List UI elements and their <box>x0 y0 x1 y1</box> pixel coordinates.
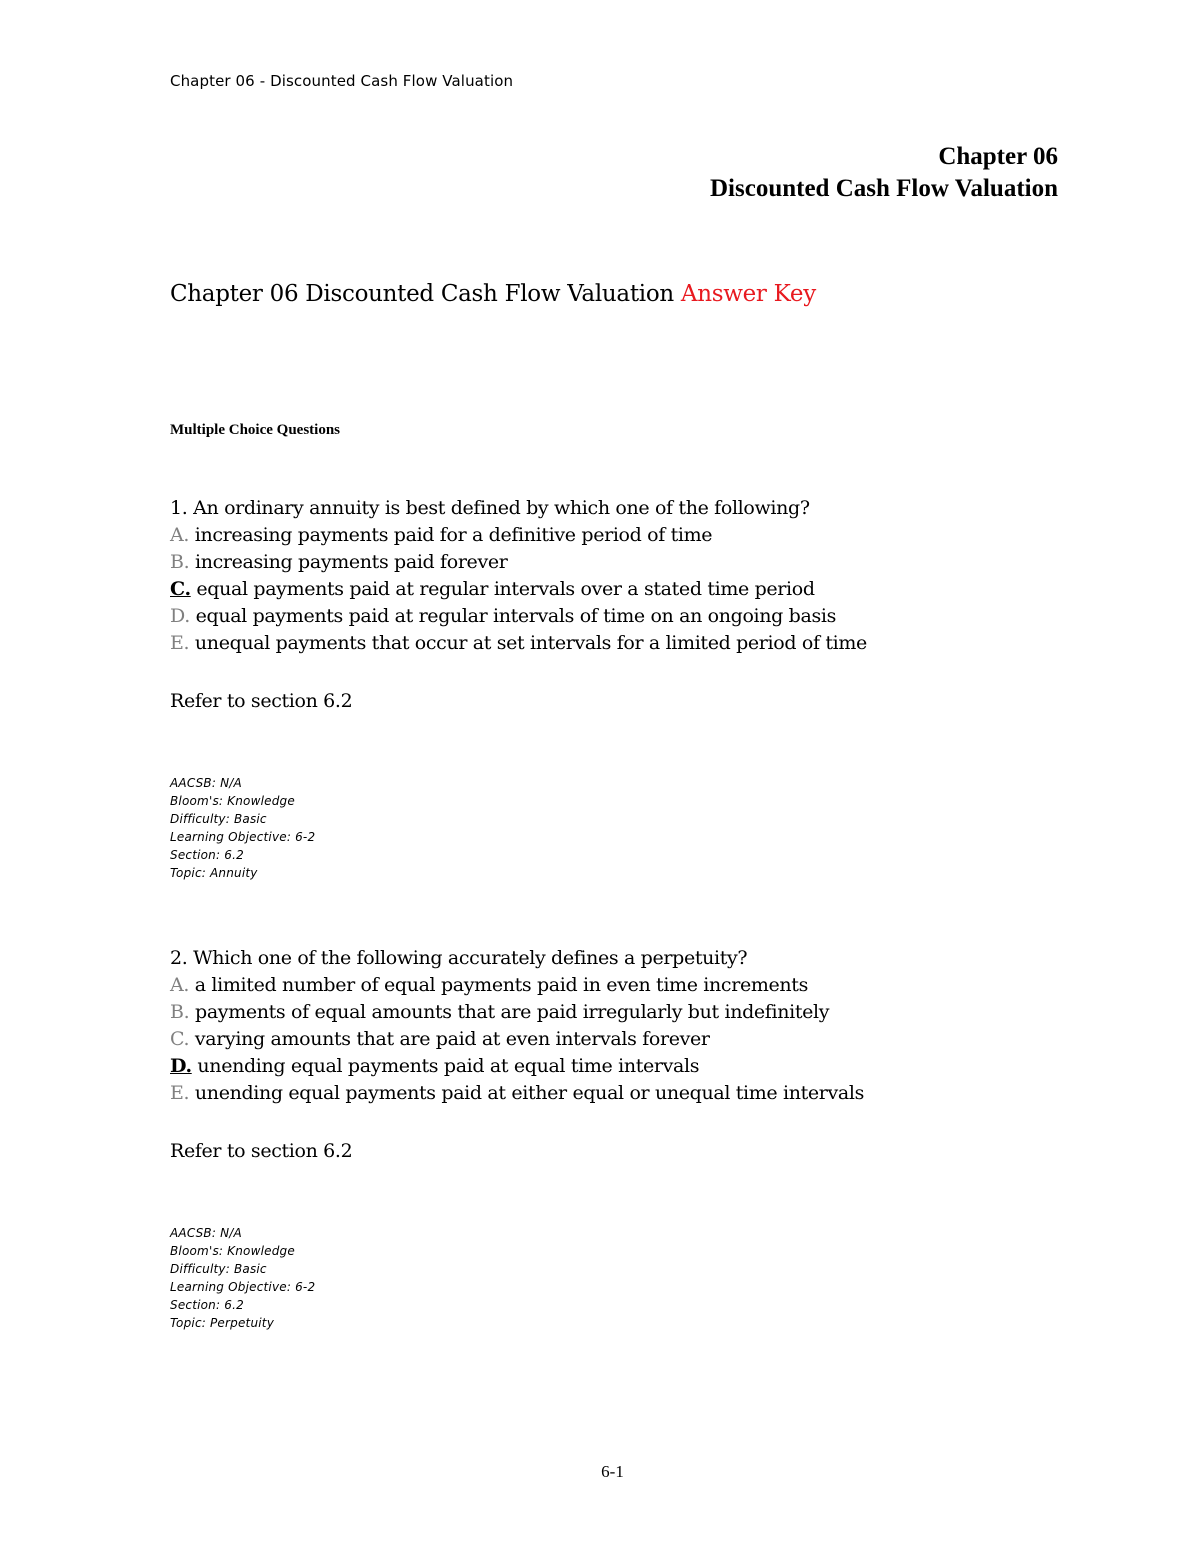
question-stem: 1. An ordinary annuity is best defined by which one of the following? <box>170 497 810 519</box>
chapter-title-line-2: Discounted Cash Flow Valuation <box>710 175 1058 202</box>
correct-option-letter: C. <box>170 578 191 600</box>
meta-aacsb: AACSB: N/A <box>170 776 242 790</box>
answer-key-label: Answer Key <box>680 281 816 307</box>
meta-topic: Topic: Annuity <box>170 866 258 880</box>
option-letter: D. <box>170 605 190 627</box>
meta-section: Section: 6.2 <box>170 1298 244 1312</box>
meta-objective: Learning Objective: 6-2 <box>170 830 316 844</box>
section-reference: Refer to section 6.2 <box>170 690 353 712</box>
option-letter: E. <box>170 632 190 654</box>
meta-aacsb: AACSB: N/A <box>170 1226 242 1240</box>
meta-objective: Learning Objective: 6-2 <box>170 1280 316 1294</box>
option-text: unending equal payments paid at equal time intervals <box>197 1055 700 1077</box>
answer-option <box>170 522 1070 549</box>
answer-option <box>170 1026 1070 1053</box>
answer-option-correct <box>170 576 1070 603</box>
option-letter: B. <box>170 1001 190 1023</box>
heading-main-text: Chapter 06 Discounted Cash Flow Valuation <box>170 281 674 307</box>
answer-option-correct <box>170 1053 1070 1080</box>
meta-bloom: Bloom's: Knowledge <box>170 794 295 808</box>
option-text: varying amounts that are paid at even intervals forever <box>194 1028 710 1050</box>
correct-option-letter: D. <box>170 1055 192 1077</box>
option-text: unequal payments that occur at set intervals for a limited period of time <box>194 632 867 654</box>
option-letter: B. <box>170 551 190 573</box>
option-letter: E. <box>170 1082 190 1104</box>
meta-section: Section: 6.2 <box>170 848 244 862</box>
question-metadata <box>170 774 1070 882</box>
option-text: equal payments paid at regular intervals over a stated time period <box>196 578 815 600</box>
question-1 <box>170 495 1070 882</box>
option-text: a limited number of equal payments paid in even time increments <box>194 974 808 996</box>
option-text: payments of equal amounts that are paid irregularly but indefinitely <box>195 1001 830 1023</box>
page-number: 6-1 <box>601 1462 624 1481</box>
answer-key-heading <box>170 281 816 307</box>
meta-bloom: Bloom's: Knowledge <box>170 1244 295 1258</box>
question-metadata <box>170 1224 1070 1332</box>
answer-option <box>170 999 1070 1026</box>
meta-difficulty: Difficulty: Basic <box>170 1262 267 1276</box>
answer-option <box>170 603 1070 630</box>
answer-option <box>170 549 1070 576</box>
option-text: increasing payments paid forever <box>195 551 508 573</box>
answer-option <box>170 972 1070 999</box>
option-letter: A. <box>170 524 190 546</box>
meta-difficulty: Difficulty: Basic <box>170 812 267 826</box>
option-text: unending equal payments paid at either equal or unequal time intervals <box>194 1082 865 1104</box>
option-letter: C. <box>170 1028 190 1050</box>
question-stem: 2. Which one of the following accurately defines a perpetuity? <box>170 947 748 969</box>
option-letter: A. <box>170 974 190 996</box>
section-label: Multiple Choice Questions <box>170 422 341 438</box>
answer-option <box>170 1080 1070 1107</box>
chapter-title <box>710 141 1058 205</box>
chapter-title-line-1: Chapter 06 <box>938 143 1058 170</box>
meta-topic: Topic: Perpetuity <box>170 1316 274 1330</box>
question-2 <box>170 945 1070 1332</box>
running-header: Chapter 06 - Discounted Cash Flow Valuation <box>170 72 514 90</box>
section-reference: Refer to section 6.2 <box>170 1140 353 1162</box>
answer-option <box>170 630 1070 657</box>
option-text: increasing payments paid for a definitive period of time <box>194 524 713 546</box>
option-text: equal payments paid at regular intervals of time on an ongoing basis <box>195 605 836 627</box>
